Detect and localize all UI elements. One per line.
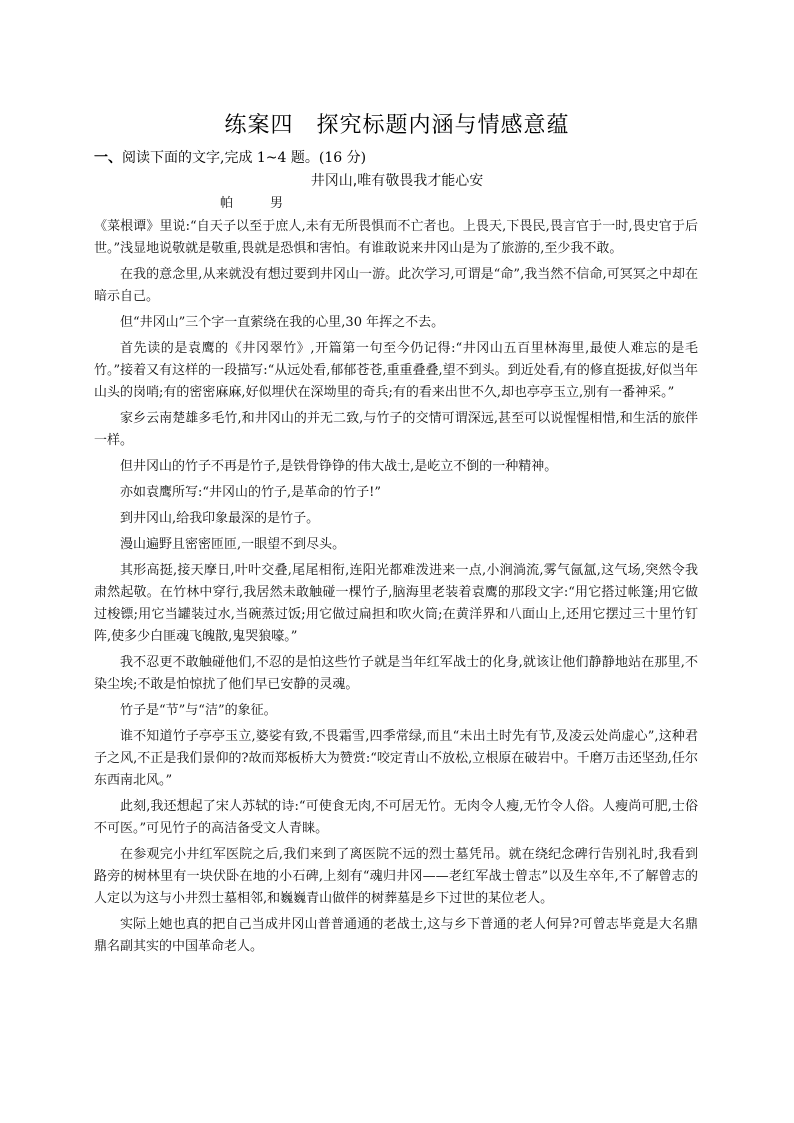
paragraph: 在参观完小井红军医院之后,我们来到了离医院不远的烈士墓凭吊。就在绕纪念碑行告别礼时,我看到路旁的树林里有一块伏卧在地的小石碑,上刻有“魂归井冈——老红军战士曾志”以及生卒年,不了解曾志的人定以为这与小井烈士墓相邻,和巍巍青山做伴的树葬墓是乡下过世的某位老人。 (94, 847, 698, 906)
article-body (94, 216, 698, 962)
paragraph: 家乡云南楚雄多毛竹,和井冈山的并无二致,与竹子的交情可谓深远,甚至可以说惺惺相惜,和生活的旅伴一样。 (94, 411, 698, 448)
question-instruction: 阅读下面的文字,完成 1~4 题。(16 分) (122, 150, 367, 166)
paragraph: 谁不知道竹子亭亭玉立,婆娑有致,不畏霜雪,四季常绿,而且“未出土时先有节,及凌云处尚虚心”,这种君子之风,不正是我们景仰的?故而郑板桥大为赞赏:“咬定青山不放松,立根原在破岩中。千磨万击还坚劲,任尔东西南北风。” (94, 729, 698, 788)
paragraph: 漫山遍野且密密匝匝,一眼望不到尽头。 (120, 537, 346, 552)
paragraph: 《菜根谭》里说:“自天子以至于庶人,未有无所畏惧而不亡者也。上畏天,下畏民,畏言官于一时,畏史官于后世。”浅显地说敬就是敬重,畏就是恐惧和害怕。有谁敢说来井冈山是为了旅游的,至少我不敢。 (94, 219, 698, 256)
paragraph: 其形高挺,接天摩日,叶叶交叠,尾尾相衔,连阳光都难泼进来一点,小涧淌流,雾气氤氲,这气场,突然令我肃然起敬。在竹林中穿行,我居然未敢触碰一棵竹子,脑海里老装着袁鹰的那段文字:“用它搭过帐篷;用它做过梭镖;用它当罐装过水,当碗蒸过饭;用它做过扁担和吹火筒;在黄洋界和八面山上,还用它摆过三十里竹钉阵,使多少白匪魂飞魄散,鬼哭狼嚎。” (94, 563, 698, 644)
paragraph: 竹子是“节”与“洁”的象征。 (120, 703, 277, 718)
paragraph: 但井冈山的竹子不再是竹子,是铁骨铮铮的伟大战士,是屹立不倒的一种精神。 (120, 459, 558, 474)
paragraph: 此刻,我还想起了宋人苏轼的诗:“可使食无肉,不可居无竹。无肉令人瘦,无竹令人俗。人瘦尚可肥,士俗不可医。”可见竹子的高洁备受文人青睐。 (94, 799, 698, 836)
paragraph: 首先读的是袁鹰的《井冈翠竹》,开篇第一句至今仍记得:“井冈山五百里林海里,最使人难忘的是毛竹。”接着又有这样的一段描写:“从远处看,郁郁苍苍,重重叠叠,望不到头。到近处看,有的修直挺拔,好似当年山头的岗哨;有的密密麻麻,好似埋伏在深坳里的奇兵;有的看来出世不久,却也亭亭玉立,别有一番神采。” (94, 341, 698, 400)
article-author: 帕 男 (220, 196, 296, 211)
paragraph: 到井冈山,给我印象最深的是竹子。 (120, 511, 320, 526)
paragraph: 亦如袁鹰所写:“井冈山的竹子,是革命的竹子!” (120, 485, 382, 500)
paragraph: 实际上她也真的把自己当成井冈山普普通通的老战士,这与乡下普通的老人何异?可曾志毕竟是大名鼎鼎名副其实的中国革命老人。 (94, 917, 698, 954)
page-title: 练案四 探究标题内涵与情感意蕴 (224, 113, 570, 138)
article-title: 井冈山,唯有敬畏我才能心安 (310, 173, 484, 189)
paragraph: 我不忍更不敢触碰他们,不忍的是怕这些竹子就是当年红军战士的化身,就该让他们静静地站在那里,不染尘埃;不敢是怕惊扰了他们早已安静的灵魂。 (94, 655, 698, 692)
question-number: 一、 (94, 150, 122, 166)
paragraph: 但“井冈山”三个字一直萦绕在我的心里,30 年挥之不去。 (120, 315, 445, 330)
question-heading (94, 147, 366, 167)
paragraph: 在我的意念里,从来就没有想过要到井冈山一游。此次学习,可谓是“命”,我当然不信命,可冥冥之中却在暗示自己。 (94, 267, 698, 304)
